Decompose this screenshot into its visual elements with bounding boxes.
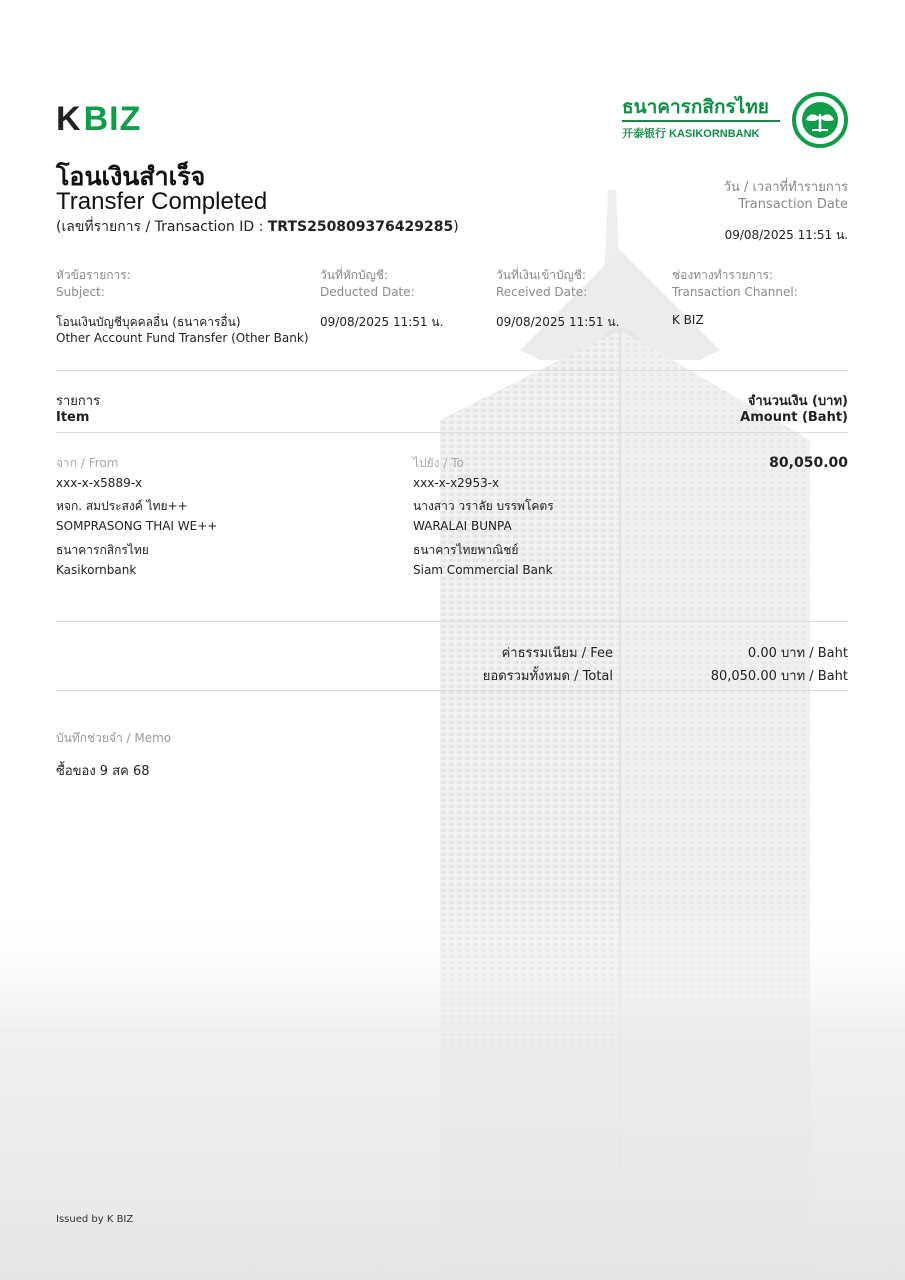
deducted-label-th: วันที่หักบัญชี:: [320, 268, 389, 282]
channel-label-en: Transaction Channel:: [672, 285, 798, 299]
bank-name-th: ธนาคารกสิกรไทย: [622, 96, 769, 118]
item-header-en: Item: [56, 410, 90, 425]
from-name-en: SOMPRASONG THAI WE++: [56, 519, 218, 533]
from-bank-th: ธนาคารกสิกรไทย: [56, 543, 149, 557]
kbiz-logo-biz: BIZ: [83, 100, 142, 138]
from-label: จาก / From: [56, 456, 119, 470]
deducted-value: 09/08/2025 11:51 น.: [320, 315, 444, 329]
transaction-id-prefix: (เลขที่รายการ / Transaction ID :: [56, 219, 268, 235]
amount-header-th: จำนวนเงิน (บาท): [747, 394, 848, 409]
to-bank-th: ธนาคารไทยพาณิชย์: [413, 543, 519, 557]
from-account: xxx-x-x5889-x: [56, 476, 143, 490]
from-bank-en: Kasikornbank: [56, 563, 137, 577]
deducted-label-en: Deducted Date:: [320, 285, 415, 299]
to-account: xxx-x-x2953-x: [413, 476, 500, 490]
kasikornbank-brand: [622, 92, 850, 148]
page-title-th: โอนเงินสำเร็จ: [56, 162, 206, 191]
transaction-id: TRTS250809376429285: [267, 219, 454, 235]
divider: [56, 621, 848, 622]
divider: [56, 432, 848, 433]
issued-by: Issued by K BIZ: [56, 1214, 134, 1225]
from-name-th: หจก. สมประสงค์ ไทย++: [56, 499, 188, 513]
to-label: ไปยัง / To: [413, 456, 464, 470]
subject-value-en: Other Account Fund Transfer (Other Bank): [56, 331, 309, 345]
brand-underline: [622, 120, 780, 122]
divider: [56, 370, 848, 371]
transaction-date-label-th: วัน / เวลาที่ทำรายการ: [723, 180, 848, 195]
subject-label-en: Subject:: [56, 285, 105, 299]
divider: [56, 690, 848, 691]
received-label-en: Received Date:: [496, 285, 588, 299]
page-title-en: Transfer Completed: [56, 188, 268, 215]
transfer-amount: 80,050.00: [769, 455, 848, 471]
fee-value: 0.00 บาท / Baht: [747, 646, 848, 661]
to-name-th: นางสาว วราลัย บรรพโคตร: [413, 499, 554, 513]
amount-header-en: Amount (Baht): [740, 410, 848, 425]
kbiz-logo: [56, 100, 141, 139]
to-name-en: WARALAI BUNPA: [413, 519, 512, 533]
channel-value: K BIZ: [672, 313, 704, 327]
transaction-date-label-en: Transaction Date: [738, 197, 848, 212]
total-label: ยอดรวมทั้งหมด / Total: [482, 669, 613, 684]
transaction-date-value: 09/08/2025 11:51 น.: [724, 228, 848, 242]
fee-label: ค่าธรรมเนียม / Fee: [501, 646, 613, 661]
channel-label-th: ช่องทางทำรายการ:: [672, 268, 774, 282]
received-value: 09/08/2025 11:51 น.: [496, 315, 620, 329]
transaction-id-line: [56, 216, 459, 238]
kbank-seal-icon: [792, 92, 848, 148]
subject-value-th: โอนเงินบัญชีบุคคลอื่น (ธนาคารอื่น): [56, 315, 241, 329]
item-header-th: รายการ: [56, 394, 101, 409]
memo-label: บันทึกช่วยจำ / Memo: [56, 731, 172, 745]
to-bank-en: Siam Commercial Bank: [413, 563, 553, 577]
transaction-id-suffix: ): [453, 219, 459, 235]
total-value: 80,050.00 บาท / Baht: [710, 669, 848, 684]
bank-name-en: 开泰银行 KASIKORNBANK: [622, 128, 760, 140]
memo-value: ซื้อของ 9 สค 68: [56, 764, 150, 779]
subject-label-th: หัวข้อรายการ:: [56, 268, 131, 282]
kbiz-logo-k: K: [56, 100, 80, 138]
received-label-th: วันที่เงินเข้าบัญชี:: [496, 268, 587, 282]
